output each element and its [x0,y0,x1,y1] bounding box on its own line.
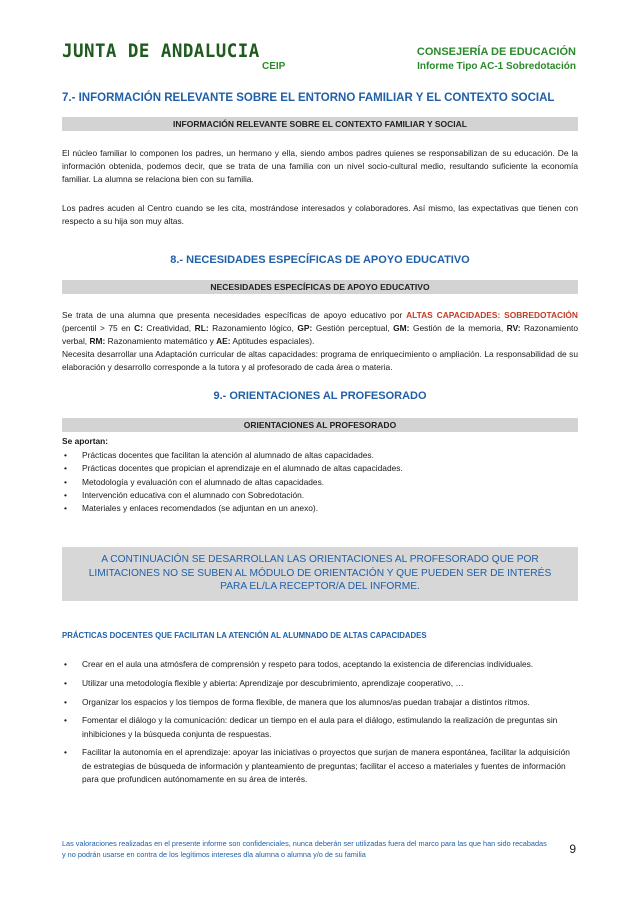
list-item: • Crear en el aula una atmósfera de comprensión y respeto para todos, aceptando la existencia de diferencias individuales. [62,658,578,671]
junta-andalucia-logo: JUNTA DE ANDALUCIA [62,40,260,62]
report-type: Informe Tipo AC-1 Sobredotación [417,61,576,72]
section-9-intro: Se aportan: [62,436,109,446]
department-name: CONSEJERÍA DE EDUCACIÓN [416,46,576,58]
notice-text: A CONTINUACIÓN SE DESARROLLAN LAS ORIENTACIONES AL PROFESORADO QUE POR LIMITACIONES NO SE SUBEN AL MÓDULO DE ORIENTACIÓN Y QUE PUEDEN SER DE INTERÉS PARA EL/LA RECEPTOR/A DEL INFORME. [88,554,552,592]
list-item: • Fomentar el diálogo y la comunicación: dedicar un tiempo en el aula para el diálogo, estimulando la realización de preguntas sin inhibiciones y la búsqueda conjunta de respuestas. [62,714,578,741]
section-7-band: INFORMACIÓN RELEVANTE SOBRE EL CONTEXTO FAMILIAR Y SOCIAL [62,117,578,131]
section-8-title: 8.- NECESIDADES ESPECÍFICAS DE APOYO EDUCATIVO [170,254,470,266]
section-8-paragraph-2: Necesita desarrollar una Adaptación curricular de altas capacidades: programa de enriquecimiento o ampliación. La responsabilidad de su elaboración y desarrollo corresponde a la tutora y al profesorado de cada área o materia. [62,349,578,372]
diagnosis-highlight: ALTAS CAPACIDADES: SOBREDOTACIÓN [406,310,578,320]
page-number: 9 [569,842,576,856]
section-7-paragraph-2: Los padres acuden al Centro cuando se les cita, mostrándose interesados y colaboradores. Así mismo, las expectativas que tienen con respecto a su hija son muy altas. [62,203,578,226]
list-item: • Utilizar una metodología flexible y abierta: Aprendizaje por descubrimiento, aprendizaje cooperativo, … [62,677,578,690]
section-9-title: 9.- ORIENTACIONES AL PROFESORADO [213,390,427,402]
section-8-paragraph-1: Se trata de una alumna que presenta necesidades específicas de apoyo educativo por ALTAS CAPACIDADES: SOBREDOTACIÓN (percentil > 75 en C: Creatividad, RL: Razonamiento lógico, GP: Gestión perceptual, GM: Gestión de la memoria, RV: Razonamiento verbal, RM: Razonamiento matemático y AE: Aptitudes espaciales). [62,310,579,346]
practices-heading: PRÁCTICAS DOCENTES QUE FACILITAN LA ATENCIÓN AL ALUMNADO DE ALTAS CAPACIDADES [62,631,427,640]
section-9-band: ORIENTACIONES AL PROFESORADO [62,418,578,432]
list-item: • Metodología y evaluación con el alumnado de altas capacidades. [62,476,578,489]
list-item: • Organizar los espacios y los tiempos de forma flexible, de manera que los alumnos/as puedan trabajar a distintos ritmos. [62,696,578,709]
orientations-list [62,449,578,515]
list-item: • Materiales y enlaces recomendados (se adjuntan en un anexo). [62,502,578,515]
list-item: • Prácticas docentes que propician el aprendizaje en el alumnado de altas capacidades. [62,462,578,475]
section-8-band: NECESIDADES ESPECÍFICAS DE APOYO EDUCATIVO [62,280,578,294]
section-7-paragraph-1: El núcleo familiar lo componen los padres, un hermano y ella, siendo ambos padres quienes se responsabilizan de su educación. De la información obtenida, podemos decir, que se trata de una familia con un nivel socio-cultural medio, resultando suficiente la economía familiar. La alumna se relaciona bien con su familia. [62,148,578,184]
list-item: • Facilitar la autonomía en el aprendizaje: apoyar las iniciativas o proyectos que surjan de manera espontánea, facilitar la adquisición de estrategias de búsqueda de información y planteamiento de preguntas; facilitar el acceso a materiales y fuentes de información para que profundicen autónomamente en su área de interés. [62,746,578,786]
list-item: • Prácticas docentes que facilitan la atención al alumnado de altas capacidades. [62,449,578,462]
list-item: • Intervención educativa con el alumnado con Sobredotación. [62,489,578,502]
section-7-title: 7.- INFORMACIÓN RELEVANTE SOBRE EL ENTORNO FAMILIAR Y EL CONTEXTO SOCIAL [62,92,555,104]
school-label: CEIP [262,61,286,72]
confidentiality-footer: Las valoraciones realizadas en el presente informe son confidenciales, nunca deberán ser utilizadas fuera del marco para las que han sido recabadas y no podrán usarse en contra de los legítimos intereses dla alumna o alumna y/o de su familia [62,839,547,859]
practices-list [62,658,578,792]
